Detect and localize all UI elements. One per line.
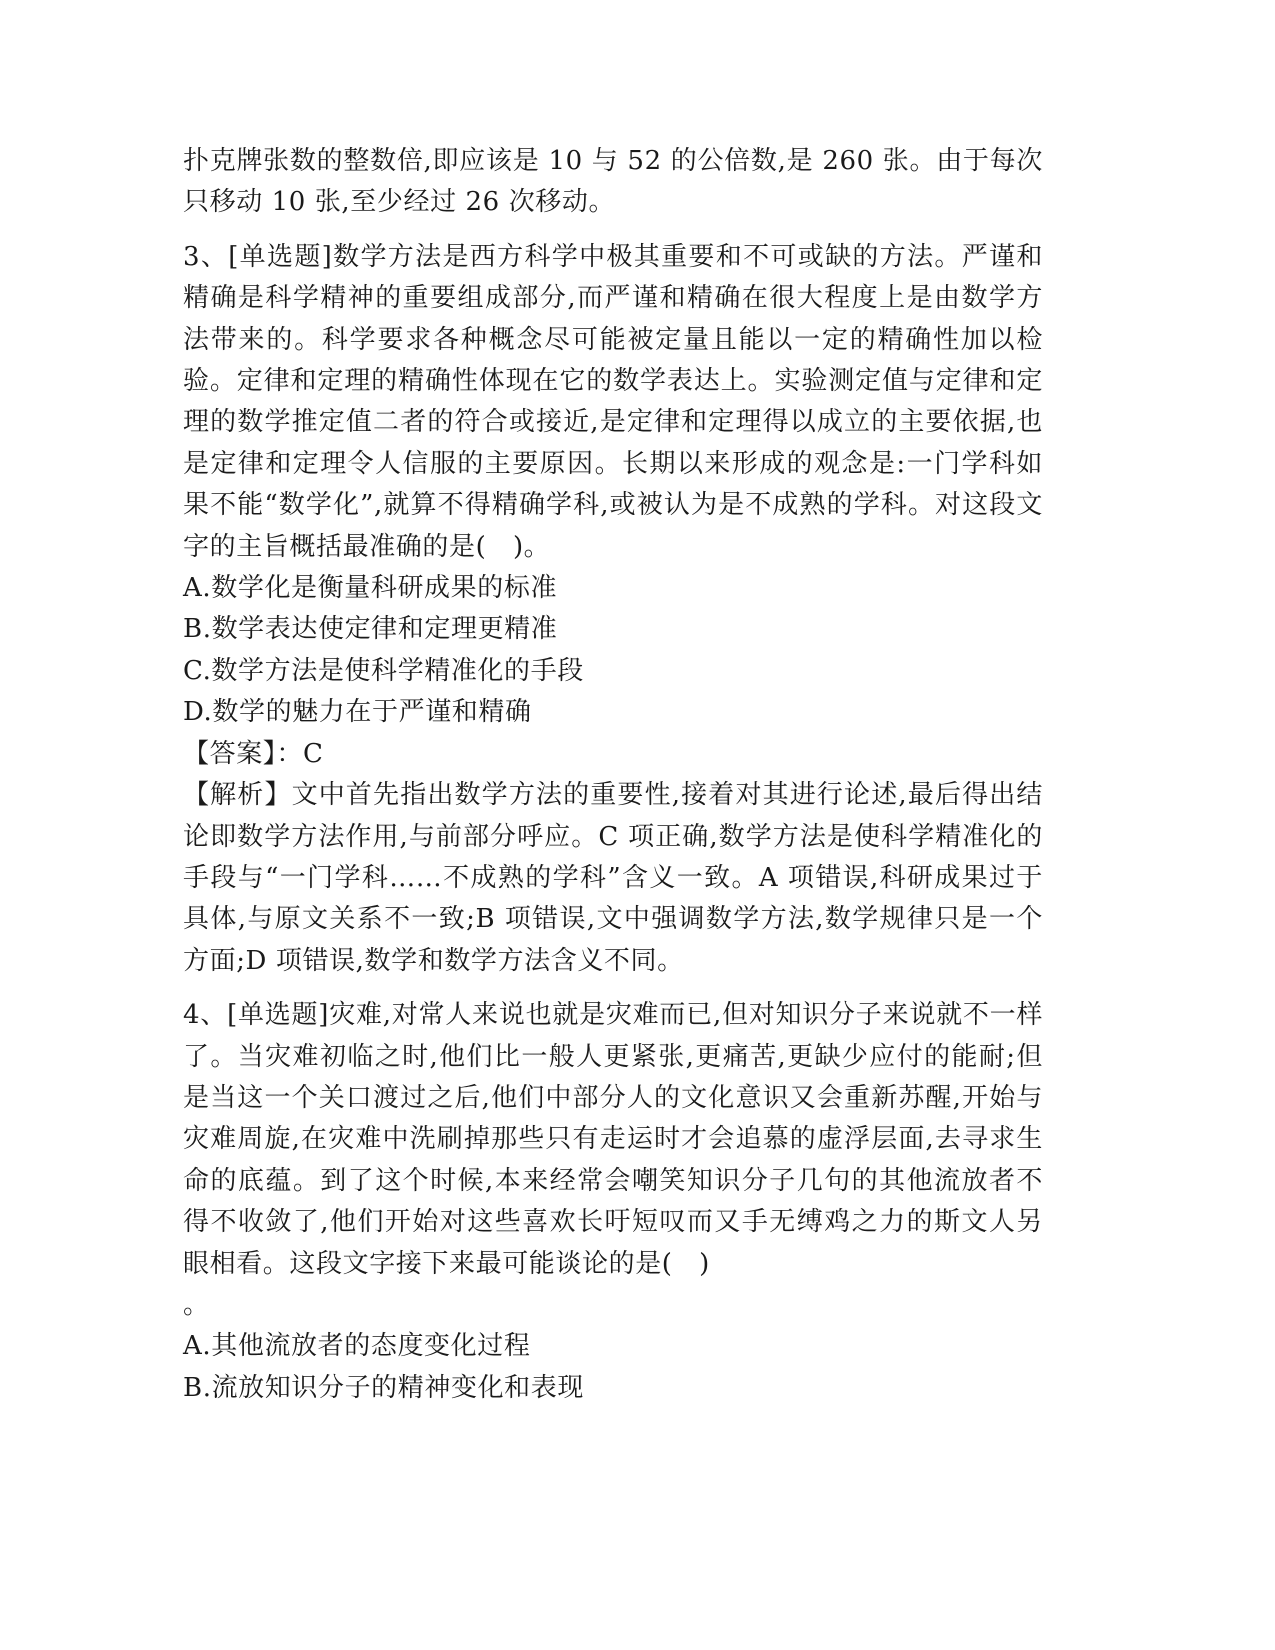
question-4-stem-end: 。 [183,1289,210,1320]
question-4 [183,995,1043,1409]
question-3-option-b: B.数学表达使定律和定理更精准 [183,614,558,645]
document-page [183,141,1043,1409]
question-3 [183,237,1043,982]
question-3-option-d: D.数学的魅力在于严谨和精确 [183,697,532,728]
question-4-option-b: B.流放知识分子的精神变化和表现 [183,1372,584,1403]
question-3-option-a: A.数学化是衡量科研成果的标准 [183,573,558,604]
question-3-stem: 3、[单选题]数学方法是西方科学中极其重要和不可或缺的方法。严谨和精确是科学精神的重要组成部分,而严谨和精确在很大程度上是由数学方法带来的。科学要求各种概念尽可能被定量且能以一定的精确性加以检验。定律和定理的精确性体现在它的数学表达上。实验测定值与定律和定理的数学推定值二者的符合或接近,是定律和定理得以成立的主要依据,也是定律和定理令人信服的主要原因。长期以来形成的观念是:一门学科如果不能“数学化”,就算不得精确学科,或被认为是不成熟的学科。对这段文字的主旨概括最准确的是( )。 [183,241,1043,562]
question-3-answer: 【答案】：C [183,738,324,769]
question-2-explanation-tail: 扑克牌张数的整数倍,即应该是 10 与 52 的公倍数,是 260 张。由于每次只移动 10 张,至少经过 26 次移动。 [183,146,1043,218]
spacer [183,982,1043,995]
question-4-option-a: A.其他流放者的态度变化过程 [183,1331,531,1362]
spacer [183,224,1043,237]
question-4-stem: 4、[单选题]灾难,对常人来说也就是灾难而已,但对知识分子来说就不一样了。当灾难初临之时,他们比一般人更紧张,更痛苦,更缺少应付的能耐;但是当这一个关口渡过之后,他们中部分人的文化意识又会重新苏醒,开始与灾难周旋,在灾难中洗刷掉那些只有走运时才会追慕的虚浮层面,去寻求生命的底蕴。到了这个时候,本来经常会嘲笑知识分子几句的其他流放者不得不收敛了,他们开始对这些喜欢长吁短叹而又手无缚鸡之力的斯文人另眼相看。这段文字接下来最可能谈论的是( ) [183,1000,1043,1279]
question-3-analysis: 【解析】文中首先指出数学方法的重要性,接着对其进行论述,最后得出结论即数学方法作用,与前部分呼应。C 项正确,数学方法是使科学精准化的手段与“一门学科……不成熟的学科”含义一致。A 项错误,科研成果过于具体,与原文关系不一致;B 项错误,文中强调数学方法,数学规律只是一个方面;D 项错误,数学和数学方法含义不同。 [183,780,1043,976]
question-3-option-c: C.数学方法是使科学精准化的手段 [183,655,584,686]
